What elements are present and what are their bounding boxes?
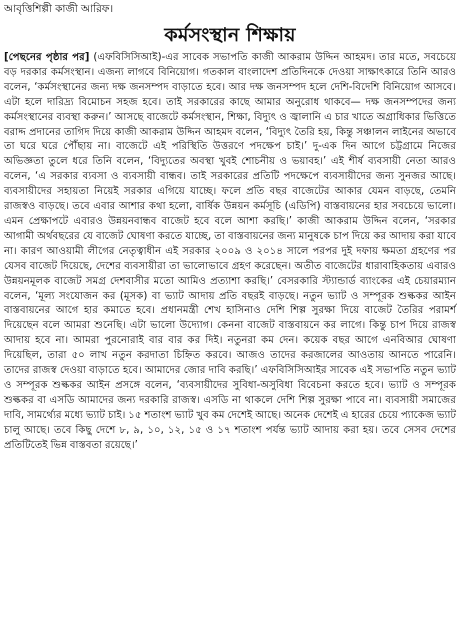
previous-article-tail: আবৃত্তিশিল্পী কাজী আরিফ। — [4, 3, 114, 15]
article-headline: কর্মসংস্থান শিক্ষায় — [164, 24, 296, 46]
continued-from-label: [পেছনের পৃষ্ঠার পর] — [4, 52, 90, 63]
article-text: (এফবিসিসিআই)-এর সাবেক সভাপতি কাজী আকরাম উদ্দিন আহমদ। তার মতে, সবচেয়ে বড় দরকার কর্মসংস্থান। এজন্য লাগবে বিনিয়োগ। গতকাল বাংলাদেশ প্রতিদিনকে দেওয়া সাক্ষাৎকারে তিনি আরও বলেন, ‘কর্মসংস্থানের জন্য দক্ষ জনসম্পদ বাড়াতে হবে। আর দক্ষ জনসম্পদ হলে দেশি-বিদেশি বিনিয়োগ আসবে। এটা হলে দারিদ্র্য বিমোচন সহজ হবে। তাই সরকারের কাছে আমার অনুরোধ থাকবে— দক্ষ জনসম্পদের জন্য কর্মসংস্থানের ব্যবস্থা করুন।’ আসছে বাজেটে কর্মসংস্থান, শিক্ষা, বিদ্যুৎ ও জ্বালানি এ চার খাতে অগ্রাধিকার ভিত্তিতে বরাদ্দ প্রদানের তাগিদ দিয়ে কাজী আকরাম উদ্দিন আহমদ বলেন, ‘বিদ্যুৎ তৈরি হয়, কিন্তু সঞ্চালন লাইনের অভাবে তা ঘরে ঘরে পৌঁছায় না। বাজেটে এই পরিস্থিতি উত্তরণে পদক্ষেপ চাই।’ দু-এক দিন আগে চট্টগ্রামে নিজের অভিজ্ঞতা তুলে ধরে তিনি বলেন, ‘বিদ্যুতের অবস্থা খুবই শোচনীয় ও ভয়াবহ।’ এই শীর্ষ ব্যবসায়ী নেতা আরও বলেন, ‘এ সরকার ব্যবসা ও ব্যবসায়ী বান্ধব। তাই সরকারের প্রতিটি পদক্ষেপে ব্যবসায়ীদের জন্য সুনজর আছে। ব্যবসায়ীদের সহায়তা নিয়েই সরকার এগিয়ে যাচ্ছে। ফলে প্রতি বছর বাজেটের আকার যেমন বাড়ছে, তেমনি রাজস্বও বাড়ছে। তবে এবার আশার কথা হলো, বার্ষিক উন্নয়ন কর্মসূচি (এডিপি) বাস্তবায়নের হার সবচেয়ে ভালো। এমন প্রেক্ষাপটে এবারও উন্নয়নবান্ধব বাজেট হবে বলে আশা করছি।’ কাজী আকরাম উদ্দিন বলেন, ‘সরকার আগামী অর্থবছরের যে বাজেট ঘোষণা করতে যাচ্ছে, তা বাস্তবায়নের জন্য মানুষকে চাপ দিয়ে কর আদায় করা যাবে না। কারণ আওয়ামী লীগের নেতৃত্বাধীন এই সরকার ২০০৯ ও ২০১৪ সালে পরপর দুই দফায় ক্ষমতা গ্রহণের পর যেসব বাজেট দিয়েছে, দেশের ব্যবসায়ীরা তা ভালোভাবে গ্রহণ করেছেন। অতীত বাজেটের ধারাবাহিকতায় এবারও উন্নয়নমূলক বাজেট সমগ্র দেশবাসীর মতো আমিও প্রত্যাশা করছি।’ বেসরকারি স্ট্যান্ডার্ড ব্যাংকের এই চেয়ারম্যান বলেন, ‘মূল্য সংযোজন কর (মূসক) বা ভ্যাট আদায় প্রতি বছরই বাড়ছে। নতুন ভ্যাট ও সম্পূরক শুল্ককর আইন বাস্তবায়নের আগে হার কমাতে হবে। প্রধানমন্ত্রী শেখ হাসিনাও দেশি শিল্প সুরক্ষা দিয়ে বাজেট তৈরির পরামর্শ দিয়েছেন বলে আমরা শুনেছি। এটা ভালো উদ্যোগ। কেননা বাজেট বাস্তবায়নে কর লাগে। কিন্তু চাপ দিয়ে রাজস্ব আদায় হবে না। আমরা পুরনোরাই বার বার কর দিই। নতুনরা কম দেন। কয়েক বছর আগে এনবিআর ঘোষণা দিয়েছিল, তারা ৫০ লাখ নতুন করদাতা চিহ্নিত করবে। আজও তাদের করজালের আওতায় আনতে পারেনি। তাদের রাজস্ব দেওয়া বাড়াতে হবে। আমাদের জোর দাবি করছি।’ এফবিসিসিআইর সাবেক এই সভাপতি নতুন ভ্যাট ও সম্পূরক শুল্ককর আইন প্রসঙ্গে বলেন, ‘ব্যবসায়ীদের সুবিধা-অসুবিধা বিবেচনা করতে হবে। ভ্যাট ও সম্পূরক শুল্ককর বা এসডি আমাদের জন্য দরকারি রাজস্ব। এসডি না থাকলে দেশি শিল্প সুরক্ষা পাবে না। ব্যবসায়ী সমাজের দাবি, সামর্থ্যের মধ্যে ভ্যাট চাই। ১৫ শতাংশ ভ্যাট খুব কম দেশেই আছে। অনেক দেশেই এ হারের চেয়ে প্যাকেজ ভ্যাট চালু আছে। তবে কিছু দেশে ৮, ৯, ১০, ১২, ১৫ ও ১৭ শতাংশ পর্যন্ত ভ্যাট আদায় করা হয়। তবে সেসব দেশের প্রতিটিতেই ভিন্ন বাস্তবতা রয়েছে।’ — [4, 52, 456, 451]
article-body — [4, 51, 456, 453]
